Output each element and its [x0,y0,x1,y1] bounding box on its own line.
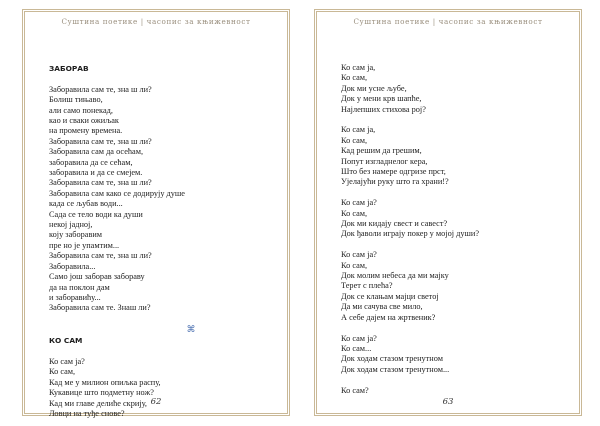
stanza [341,386,569,396]
poem-ko-sam-start [49,357,277,419]
poem-line: Кукавице што подметну нож? [49,388,154,398]
poem-line: Док ходам стазом тренутном [341,354,443,364]
poem-line: заборавила да се сећам, [49,157,133,167]
poem-line: када се љубав води... [49,199,123,209]
poem-line: Ко сам, [341,208,368,218]
running-header: Суштина поетике | часопис за књижевност [61,17,251,26]
poem-line: Док у мени крв шапће, [341,94,422,104]
poem-line: Најлепших стихова рој? [341,104,426,114]
poem-line: Док ми усне љубе, [341,83,407,93]
poem-line: Попут изгладнелог кера, [341,156,428,166]
poem-line: да на поклон дам [49,282,110,292]
left-page [22,9,290,416]
poem-line: Ко сам ја? [341,198,377,208]
poem-line: Болиш тињаво, [49,95,103,105]
poem-line: Ујелајући руку што га храни!? [341,177,449,187]
page-number: 62 [150,397,162,407]
page-number: 63 [442,397,454,407]
poem-line: Док ђаволи играју покер у мојој души? [341,229,480,239]
right-page [314,9,582,416]
poem-line: Кад ме у милион опиљка распу, [49,377,161,387]
stanza [341,334,569,376]
poem-line: Док ходам стазом тренутном... [341,364,450,374]
poem-line: Ко сам ја, [341,63,376,72]
poem-line: и заборавићу... [49,292,101,302]
poem-line: Заборавила сам те, зна ш ли? [49,84,152,94]
poem-line: коју заборавим [49,230,103,240]
poem-line: Ко сам, [341,73,368,83]
poem-line: Ко сам ја? [49,356,85,366]
poem-line: Ко сам... [341,343,372,353]
poem-line: заборавила и да се смејем. [49,168,143,178]
poem-line: Заборавила сам те. Знаш ли? [49,303,151,313]
right-page-content [341,63,569,396]
poem-line: Ко сам, [341,135,368,145]
stanza [341,63,569,115]
poem-line: пре но је упамтим... [49,240,120,250]
poem-line: на промену времена. [49,126,123,136]
poem-zaborav [49,85,277,314]
poem-line: Заборавила сам те, зна ш ли? [49,251,152,261]
poem-line: некој јадној, [49,220,93,230]
poem-line: А себе дајем на жртвеник? [341,312,436,322]
poem-line: Заборавила сам да осећам, [49,147,144,157]
poem-line: Док ми кидају свест и савест? [341,219,448,229]
poem-line: Ловци на туђе снове? [49,408,125,418]
poem-line: Ко сам, [341,260,368,270]
poem-line: Ко сам? [341,385,369,395]
poem-line: као и сваки ожиљак [49,116,119,126]
poem-line: Ко сам, [49,367,76,377]
poem-line: Сада се тело води ка души [49,209,143,219]
poem-line: али само понекад, [49,105,113,115]
poem-line: Што без намере одгризе прст, [341,167,446,177]
left-page-content [49,64,277,419]
stanza [341,125,569,187]
poem-line: Док се клањам мајци светој [341,291,439,301]
poem-line: Заборавила сам како се додирују душе [49,188,185,198]
stanza [341,250,569,323]
ornament-icon: ⌘ [186,325,196,336]
poem-line: Да ми сачува све мило, [341,302,423,312]
poem-line: Кад ми главе делиће скрију, [49,398,147,408]
poem-line: Заборавила сам те, зна ш ли? [49,136,152,146]
poem-title-ko-sam: КО САМ [49,336,83,346]
stanza [341,198,569,240]
poem-line: Ко сам ја? [341,250,377,260]
poem-line: Ко сам ја? [341,333,377,343]
poem-line: Терет с плећа? [341,281,393,291]
poem-line: Ко сам ја, [341,125,376,135]
running-header: Суштина поетике | часопис за књижевност [353,17,543,26]
poem-line: Док молим небеса да ми мајку [341,271,449,281]
poem-line: Заборавила сам те, зна ш ли? [49,178,152,188]
poem-title-zaborav: ЗАБОРАВ [49,64,89,73]
poem-line: Само још заборав забораву [49,272,145,282]
poem-line: Заборавила... [49,261,96,271]
poem-line: Кад решим да грешим, [341,146,422,156]
